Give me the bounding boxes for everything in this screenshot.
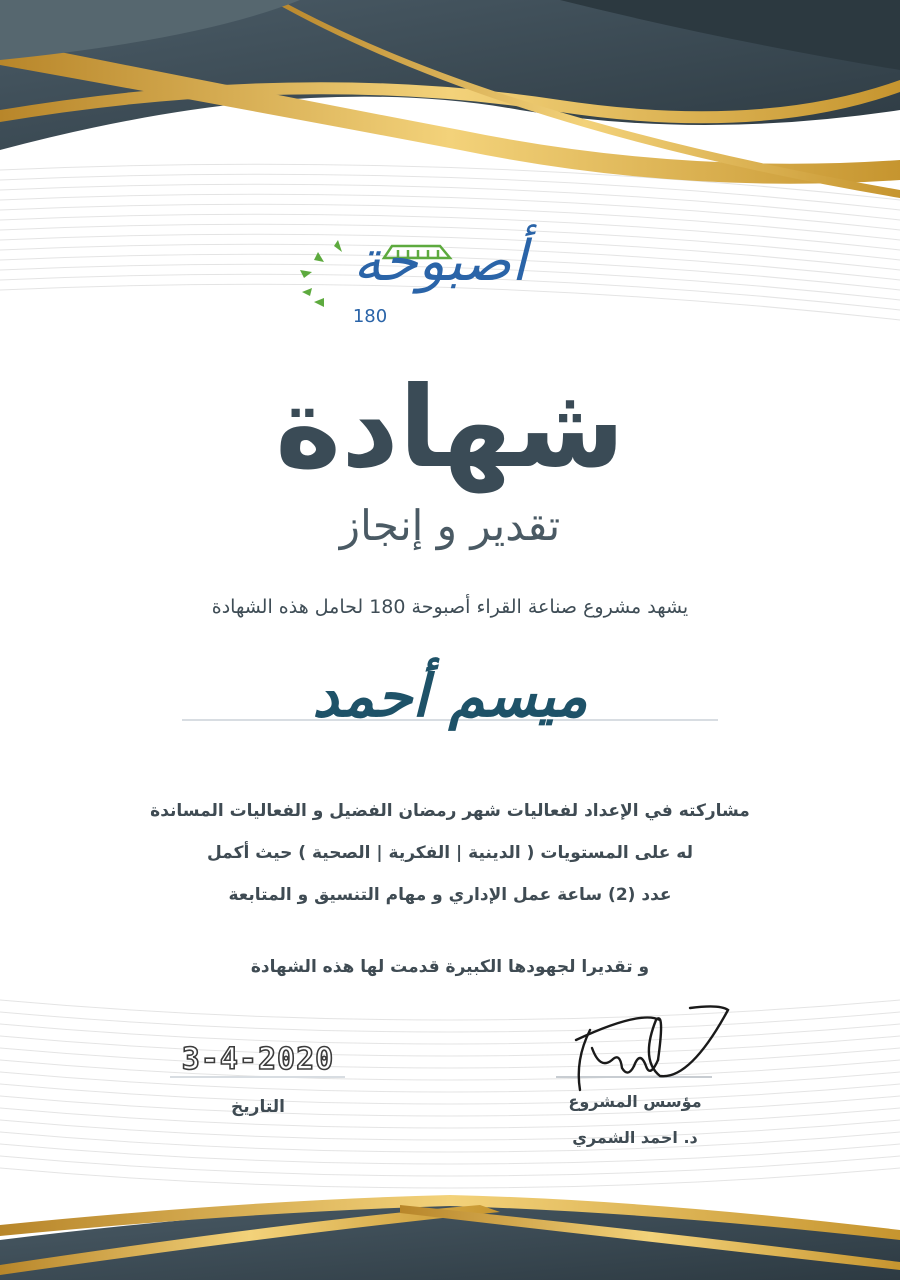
body-line: له على المستويات ( الدينية | الفكرية | الصحية ) حيث أكمل xyxy=(207,843,693,863)
certificate-subtitle: تقدير و إنجاز xyxy=(339,501,561,550)
certificate-closing: و تقديرا لجهودها الكبيرة قدمت لها هذه الشهادة xyxy=(250,957,650,977)
body-line: مشاركته في الإعداد لفعاليات شهر رمضان الفضيل و الفعاليات المساندة xyxy=(150,801,750,821)
wave-pattern-bottom xyxy=(0,1000,900,1188)
recipient-name: ميسم أحمد xyxy=(312,662,588,730)
date-label: التاريخ xyxy=(231,1097,285,1117)
signature-role: مؤسس المشروع xyxy=(568,1092,702,1111)
signature-name: د. احمد الشمري xyxy=(572,1128,698,1147)
logo-number: 180 xyxy=(352,306,388,327)
logo-wordmark: أصبوحة xyxy=(353,229,527,294)
certificate-intro: يشهد مشروع صناعة القراء أصبوحة 180 لحامل هذه الشهادة xyxy=(211,596,689,618)
date-value: 3-4-2020 xyxy=(181,1042,335,1077)
bottom-decorative-band xyxy=(0,1195,900,1280)
certificate-title: شهادة xyxy=(275,363,625,493)
top-decorative-band xyxy=(0,0,900,198)
certificate-body xyxy=(150,790,750,916)
body-line: عدد (2) ساعة عمل الإداري و مهام التنسيق و المتابعة xyxy=(228,885,672,905)
